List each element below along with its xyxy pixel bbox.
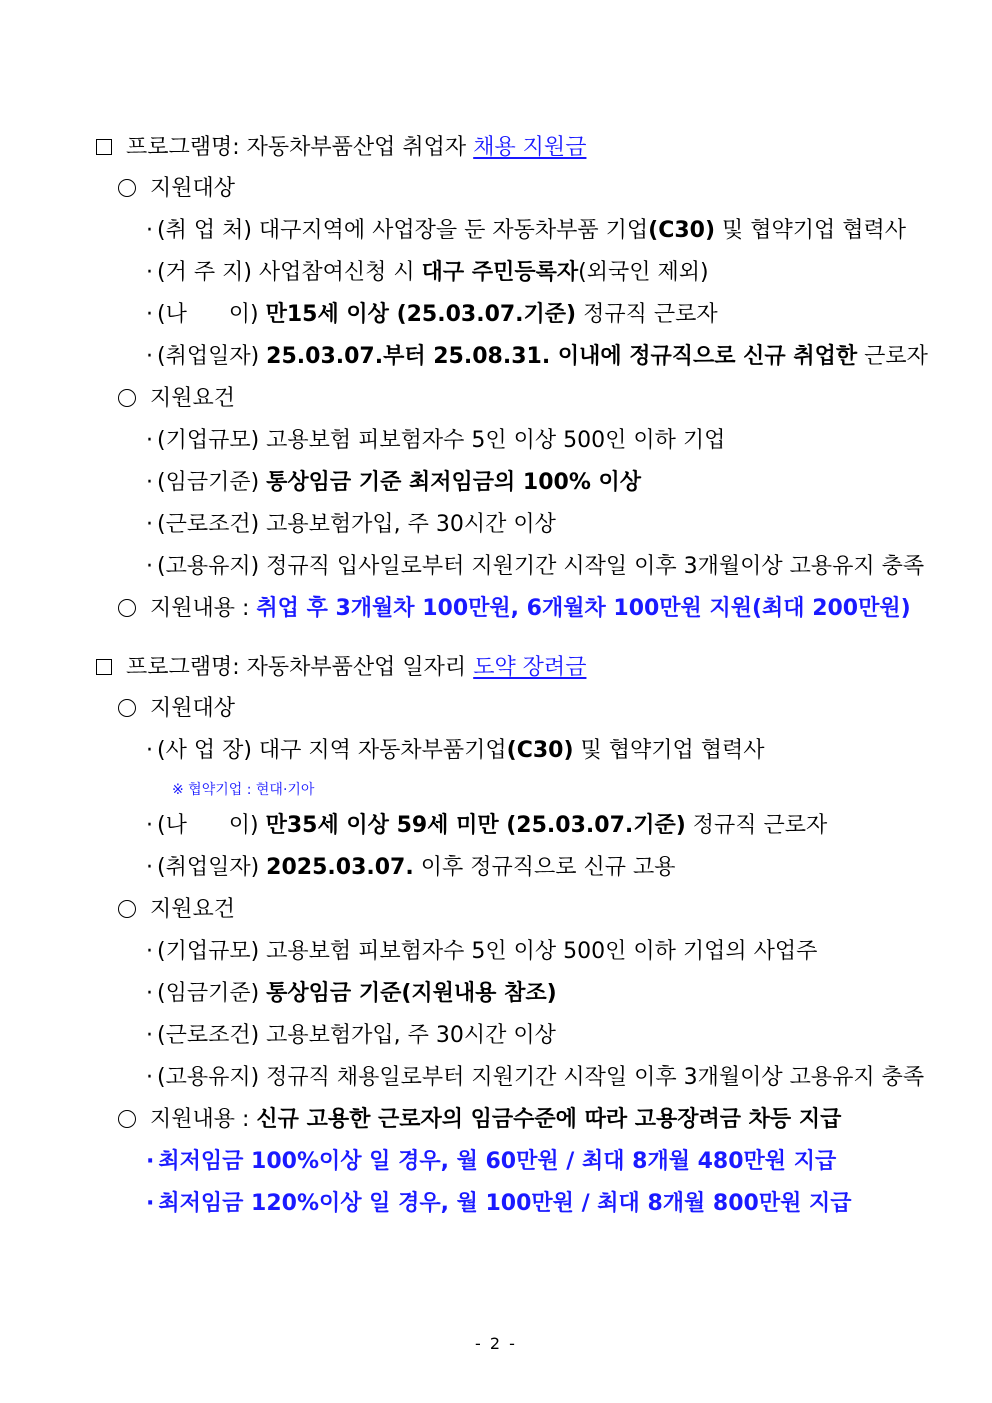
program2-req-item: · (기업규모) 고용보험 피보험자수 5인 이상 500인 이하 기업의 사업주 xyxy=(146,939,818,964)
program2-req-item: · (고용유지) 정규직 채용일로부터 지원기간 시작일 이후 3개월이상 고용유지 충족 xyxy=(146,1065,925,1090)
circle-bullet-icon xyxy=(118,1110,136,1128)
circle-bullet-icon xyxy=(118,599,136,617)
program1-target-item: · (거 주 지) 사업참여신청 시 대구 주민등록자(외국인 제외) xyxy=(146,260,709,285)
partner-note: ※ 협약기업 : 현대·기아 xyxy=(172,782,315,798)
program2-target-item: · (취업일자) 2025.03.07. 이후 정규직으로 신규 고용 xyxy=(146,855,676,880)
program1-req-item: · (고용유지) 정규직 입사일로부터 지원기간 시작일 이후 3개월이상 고용유지 충족 xyxy=(146,554,925,579)
program2-target-heading: 지원대상 xyxy=(118,695,235,723)
program2-content: 지원내용 : 신규 고용한 근로자의 임금수준에 따라 고용장려금 차등 지급 xyxy=(118,1106,841,1134)
program2-target-item: · (나 이) 만35세 이상 59세 미만 (25.03.07.기준) 정규직 근로자 xyxy=(146,813,828,838)
program2-title: 프로그램명: 자동차부품산업 일자리 도약 장려금 xyxy=(96,654,586,682)
circle-bullet-icon xyxy=(118,179,136,197)
program1-target-item: · (취 업 처) 대구지역에 사업장을 둔 자동차부품 기업(C30) 및 협약기업 협력사 xyxy=(146,218,907,243)
program2-req-item: · (임금기준) 통상임금 기준(지원내용 참조) xyxy=(146,981,557,1006)
square-bullet-icon xyxy=(96,139,112,155)
program1-title: 프로그램명: 자동차부품산업 취업자 채용 지원금 xyxy=(96,134,586,162)
program1-target-item: · (취업일자) 25.03.07.부터 25.08.31. 이내에 정규직으로 신규 취업한 근로자 xyxy=(146,344,928,369)
program2-req-item: · (근로조건) 고용보험가입, 주 30시간 이상 xyxy=(146,1023,556,1048)
circle-bullet-icon xyxy=(118,900,136,918)
program1-title-highlight: 채용 지원금 xyxy=(473,135,587,160)
program1-req-item: · (근로조건) 고용보험가입, 주 30시간 이상 xyxy=(146,512,556,537)
program1-content: 지원내용 : 취업 후 3개월차 100만원, 6개월차 100만원 지원(최대 200만원) xyxy=(118,595,911,623)
program1-req-heading: 지원요건 xyxy=(118,385,235,413)
circle-bullet-icon xyxy=(118,699,136,717)
program2-content-item: · 최저임금 120%이상 일 경우, 월 100만원 / 최대 8개월 800만원 지급 xyxy=(146,1191,852,1216)
program2-title-highlight: 도약 장려금 xyxy=(473,655,587,680)
square-bullet-icon xyxy=(96,659,112,675)
program1-req-item: · (임금기준) 통상임금 기준 최저임금의 100% 이상 xyxy=(146,470,642,495)
program1-target-heading: 지원대상 xyxy=(118,175,235,203)
circle-bullet-icon xyxy=(118,389,136,407)
program1-target-item: · (나 이) 만15세 이상 (25.03.07.기준) 정규직 근로자 xyxy=(146,302,718,327)
page-number: - 2 - xyxy=(475,1334,517,1353)
program2-target-item: · (사 업 장) 대구 지역 자동차부품기업(C30) 및 협약기업 협력사 xyxy=(146,738,765,763)
program1-req-item: · (기업규모) 고용보험 피보험자수 5인 이상 500인 이하 기업 xyxy=(146,428,726,453)
program2-content-item: · 최저임금 100%이상 일 경우, 월 60만원 / 최대 8개월 480만원 지급 xyxy=(146,1149,837,1174)
program2-req-heading: 지원요건 xyxy=(118,896,235,924)
